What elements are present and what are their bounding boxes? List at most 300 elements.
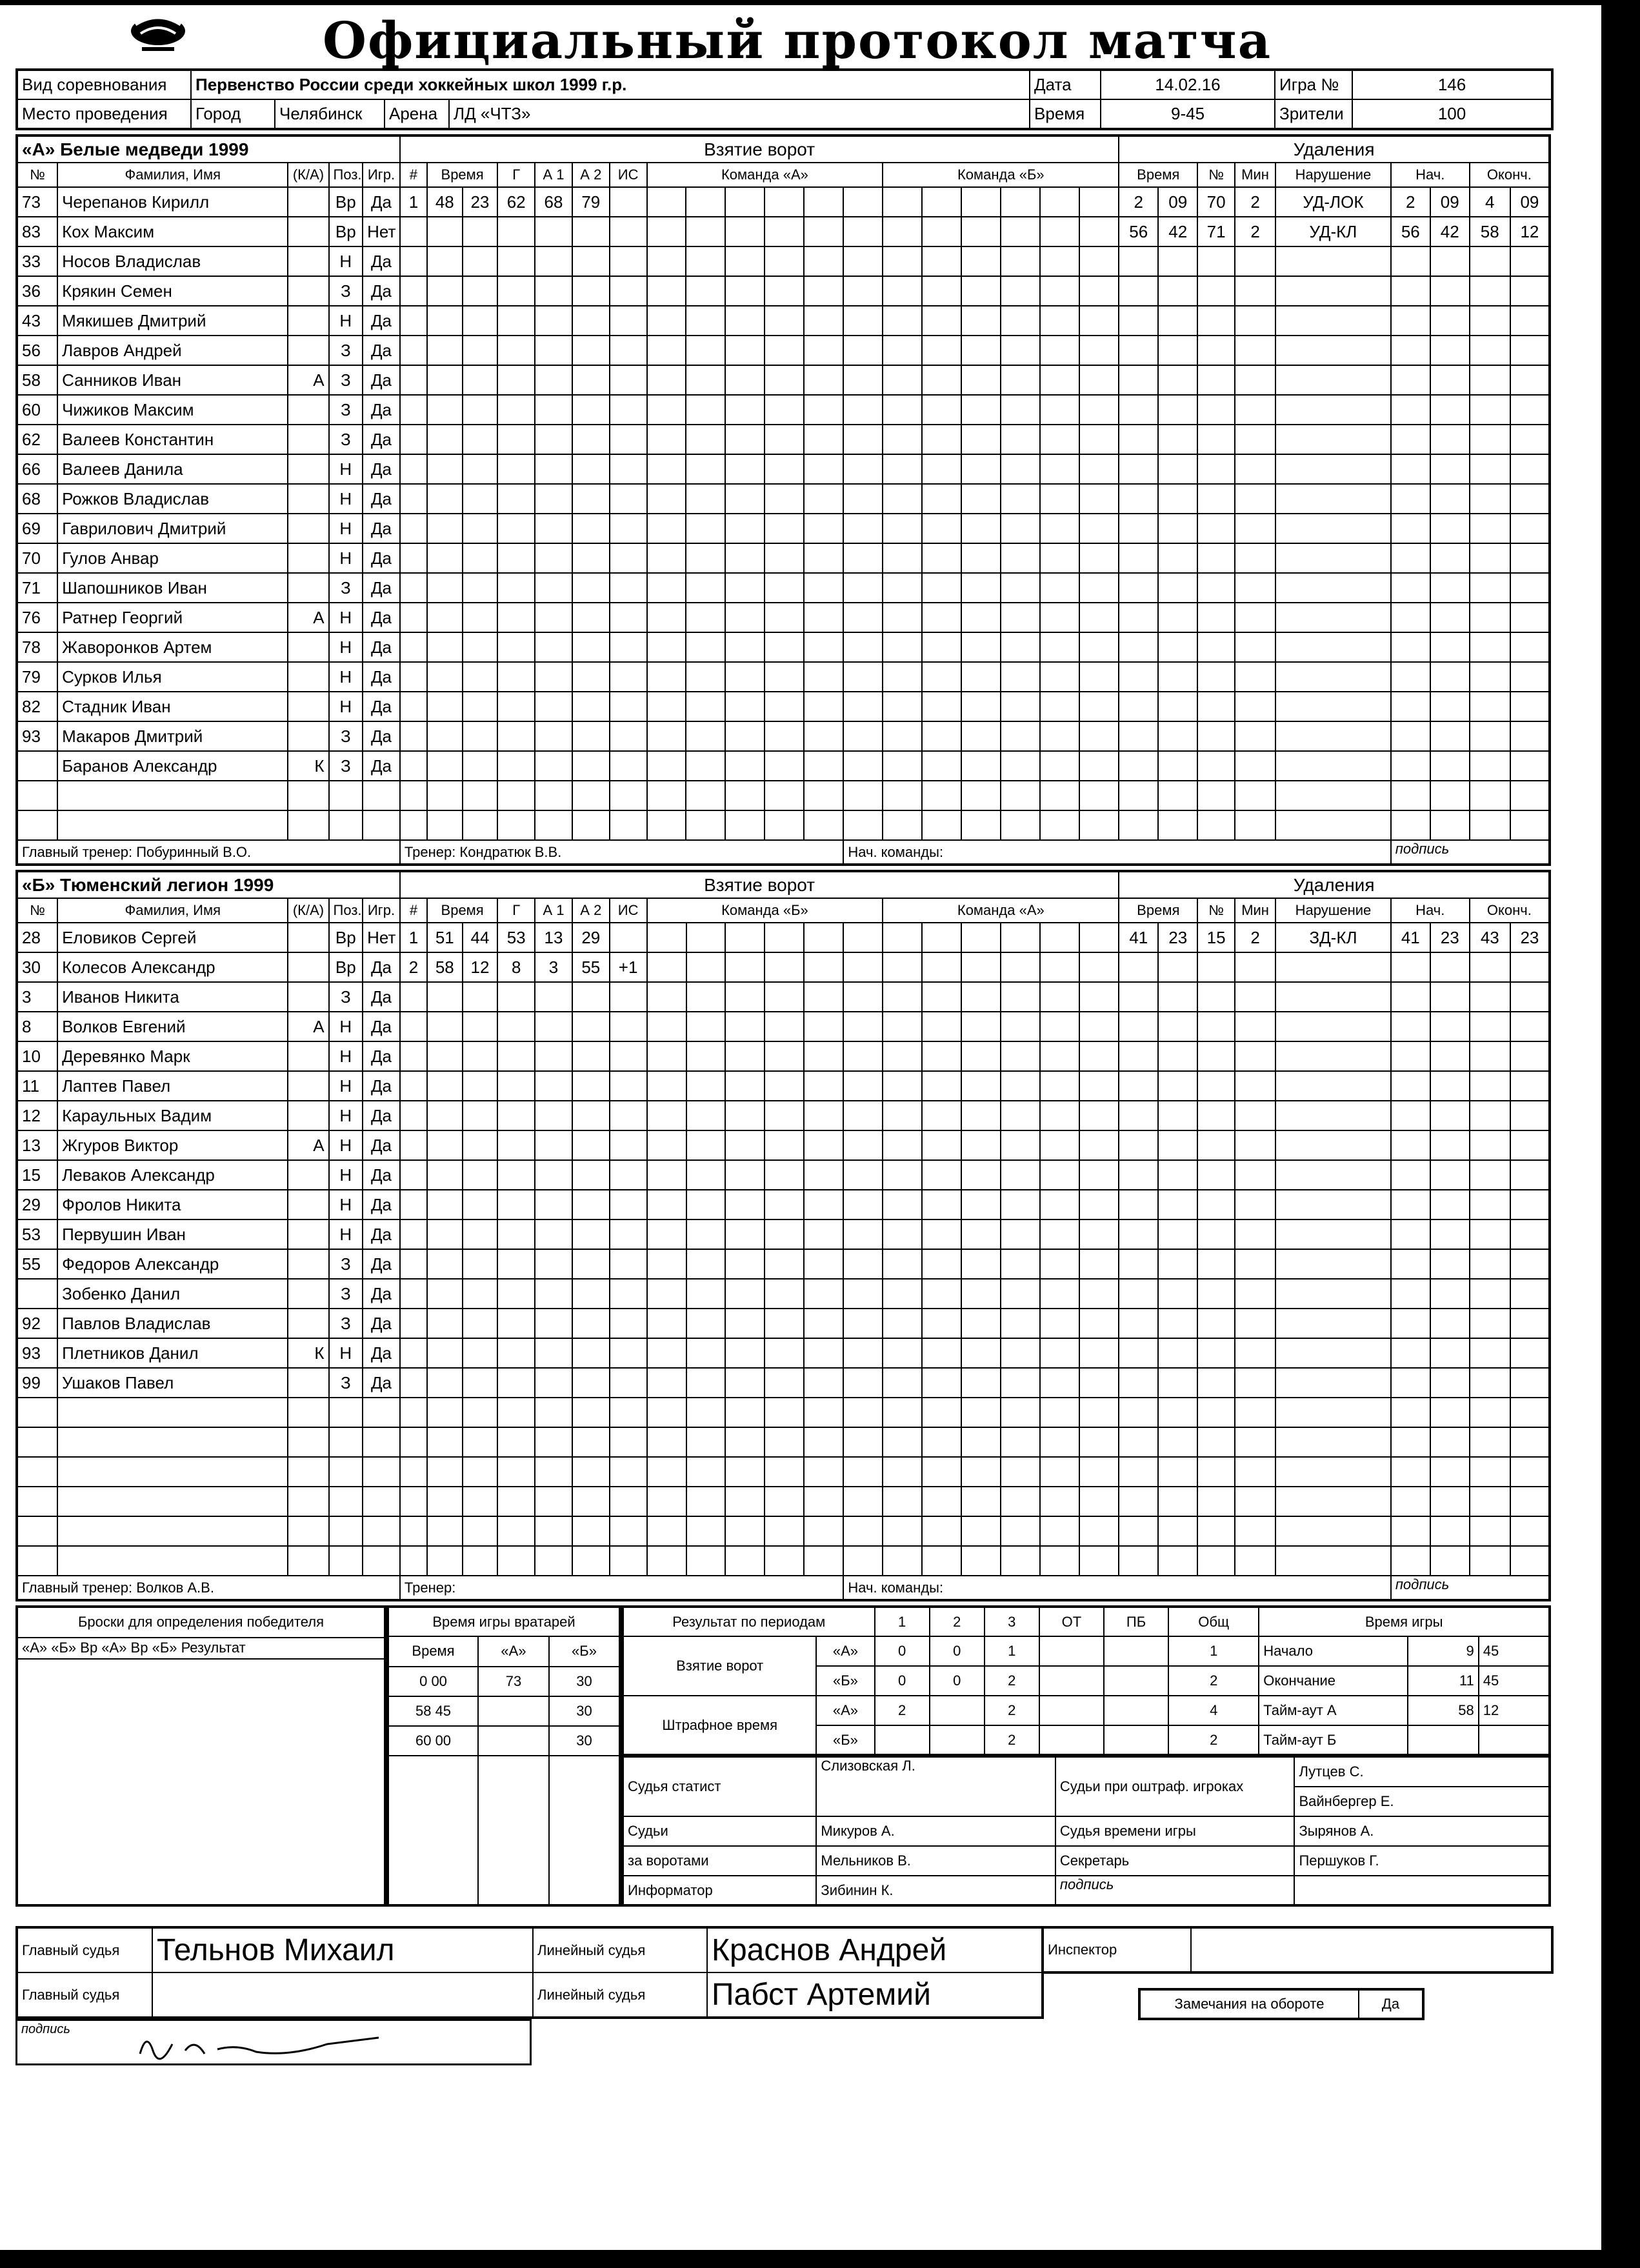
player-row xyxy=(17,365,1550,395)
penalty-s2 xyxy=(1430,751,1470,781)
penalty-min xyxy=(1235,1516,1275,1546)
goal-grid-cell xyxy=(843,1516,883,1546)
penalty-num xyxy=(1197,982,1235,1012)
penalty-e2 xyxy=(1510,781,1550,810)
goal-is: +1 xyxy=(610,952,647,982)
goal-grid-cell xyxy=(686,751,725,781)
goal-grid-cell xyxy=(647,1190,686,1219)
penalty-num xyxy=(1197,1546,1235,1576)
goal-a2 xyxy=(572,217,610,246)
player-num: 15 xyxy=(17,1160,57,1190)
player-ka xyxy=(288,1546,328,1576)
goal-grid-cell xyxy=(647,1487,686,1516)
goal-a2: 79 xyxy=(572,187,610,217)
player-pos: Н xyxy=(329,1190,363,1219)
player-pos: З xyxy=(329,573,363,603)
goal-n xyxy=(400,751,427,781)
goal-grid-cell xyxy=(843,781,883,810)
goal-grid-cell xyxy=(922,1309,961,1338)
goal-is xyxy=(610,1101,647,1130)
penalty-sec-t xyxy=(1158,336,1197,365)
goal-min xyxy=(427,1546,463,1576)
player-pos: Н xyxy=(329,246,363,276)
goal-a2 xyxy=(572,810,610,840)
goal-grid-cell xyxy=(883,982,922,1012)
goal-is xyxy=(610,1249,647,1279)
player-played: Да xyxy=(363,336,400,365)
goal-grid-cell xyxy=(843,751,883,781)
penalty-e2 xyxy=(1510,603,1550,632)
player-row xyxy=(17,1219,1550,1249)
goal-grid-cell xyxy=(725,952,765,982)
goal-grid-cell xyxy=(804,603,843,632)
goal-grid-cell xyxy=(725,1487,765,1516)
goal-grid-cell xyxy=(686,1012,726,1041)
player-num: 78 xyxy=(17,632,57,662)
goal-grid-cell xyxy=(804,217,843,246)
goal-grid-cell xyxy=(961,1516,1001,1546)
goal-grid-cell xyxy=(647,1041,686,1071)
goal-g xyxy=(497,1071,535,1101)
game-no-label: Игра № xyxy=(1275,70,1352,99)
penalty-min xyxy=(1235,1041,1275,1071)
goalie-time-title: Время игры вратарей xyxy=(388,1607,620,1636)
penalty-e2 xyxy=(1510,810,1550,840)
player-played: Да xyxy=(363,395,400,425)
player-ka xyxy=(288,1487,328,1516)
penalty-violation xyxy=(1275,781,1391,810)
goal-a2 xyxy=(572,1457,610,1487)
player-row xyxy=(17,306,1550,336)
goal-grid-cell xyxy=(883,662,922,692)
goal-grid-cell xyxy=(961,425,1001,454)
player-ka: А xyxy=(288,1130,328,1160)
goal-grid-cell xyxy=(1001,662,1040,692)
goal-grid-cell xyxy=(961,187,1001,217)
goal-grid-cell xyxy=(843,982,883,1012)
goal-grid-cell xyxy=(1040,217,1079,246)
goal-is xyxy=(610,1279,647,1309)
goals-a-time-label: Начало xyxy=(1259,1636,1407,1666)
penalty-violation xyxy=(1275,543,1391,573)
goal-grid-cell xyxy=(922,1101,961,1130)
goal-grid-cell xyxy=(883,306,922,336)
goal-a1 xyxy=(535,1160,572,1190)
goal-a1 xyxy=(535,1101,572,1130)
player-pos xyxy=(329,1516,363,1546)
goal-grid-cell xyxy=(804,1398,843,1427)
player-num: 36 xyxy=(17,276,57,306)
goal-grid-cell xyxy=(961,1427,1001,1457)
player-pos: Н xyxy=(329,454,363,484)
goal-grid-cell xyxy=(1001,923,1040,952)
player-name: Ушаков Павел xyxy=(57,1368,288,1398)
goal-grid-cell xyxy=(843,514,883,543)
penalty-num xyxy=(1197,1190,1235,1219)
arena-value: ЛД «ЧТЗ» xyxy=(449,99,1030,129)
player-name: Кох Максим xyxy=(57,217,288,246)
penalty-s2 xyxy=(1430,1457,1470,1487)
player-num xyxy=(17,751,57,781)
goal-a1 xyxy=(535,781,572,810)
penalty-sec-t xyxy=(1158,246,1197,276)
goal-grid-cell xyxy=(961,692,1001,721)
goal-grid-cell xyxy=(883,632,922,662)
goal-grid-cell xyxy=(804,982,843,1012)
player-pos xyxy=(329,1427,363,1457)
goal-grid-cell xyxy=(1079,187,1119,217)
goal-sec xyxy=(463,336,498,365)
team_b-penalties-title: Удаления xyxy=(1119,871,1550,898)
goal-grid-cell xyxy=(647,217,686,246)
col-team-1: Команда «Б» xyxy=(647,898,883,923)
penalty-sec-t xyxy=(1158,952,1197,982)
penalty-violation xyxy=(1275,692,1391,721)
penalty-sec-t xyxy=(1158,1338,1197,1368)
penalty-s1 xyxy=(1391,1516,1430,1546)
goal-a2 xyxy=(572,1101,610,1130)
penalty-violation xyxy=(1275,1516,1391,1546)
shootout-title: Броски для определения победителя xyxy=(17,1607,385,1638)
goal-grid-cell xyxy=(961,923,1001,952)
goal-sec xyxy=(463,1457,498,1487)
penalty-sec-t xyxy=(1158,514,1197,543)
goal-a2: 29 xyxy=(572,923,610,952)
goal-grid-cell xyxy=(961,1012,1001,1041)
player-played xyxy=(363,1546,400,1576)
player-name: Плетников Данил xyxy=(57,1338,288,1368)
penalty-min xyxy=(1235,1219,1275,1249)
goal-g: 53 xyxy=(497,923,535,952)
goal-grid-cell xyxy=(647,632,686,662)
penalty-num xyxy=(1197,1041,1235,1071)
goal-n xyxy=(400,1071,427,1101)
player-row xyxy=(17,1101,1550,1130)
player-num: 53 xyxy=(17,1219,57,1249)
goal-grid-cell xyxy=(765,246,804,276)
goal-g xyxy=(497,1130,535,1160)
penalty-s1 xyxy=(1391,395,1430,425)
penalty-sec-t xyxy=(1158,276,1197,306)
goal-grid-cell xyxy=(1040,276,1079,306)
goal-grid-cell xyxy=(961,781,1001,810)
player-row xyxy=(17,425,1550,454)
penalty-e1 xyxy=(1470,1309,1510,1338)
penalty-min-t xyxy=(1119,1338,1158,1368)
goal-grid-cell xyxy=(1001,1101,1040,1130)
goal-min xyxy=(427,484,463,514)
player-pos: З xyxy=(329,276,363,306)
goal-g xyxy=(497,1309,535,1338)
penalty-violation: УД-КЛ xyxy=(1275,217,1391,246)
penalty-num xyxy=(1197,1427,1235,1457)
player-played: Да xyxy=(363,543,400,573)
inspector-value xyxy=(1191,1927,1552,1972)
goal-grid-cell xyxy=(843,187,883,217)
penalty-sec-t xyxy=(1158,1398,1197,1427)
goal-grid-cell xyxy=(922,454,961,484)
goal-grid-cell xyxy=(1040,1130,1079,1160)
time-label: Время xyxy=(1030,99,1101,129)
penalty-min-t xyxy=(1119,365,1158,395)
penalty-sec-t xyxy=(1158,1249,1197,1279)
penalty-sec-t: 09 xyxy=(1158,187,1197,217)
goal-sec xyxy=(463,1101,498,1130)
goals-b-time-m: 45 xyxy=(1479,1666,1550,1696)
goal-grid-cell xyxy=(647,1249,686,1279)
goal-grid-cell xyxy=(725,1368,765,1398)
goal-is xyxy=(610,1457,647,1487)
goal-sec xyxy=(463,1012,498,1041)
penalty-s1 xyxy=(1391,514,1430,543)
col-end: Оконч. xyxy=(1470,898,1550,923)
penalty-s1 xyxy=(1391,543,1430,573)
main-referee-1: Тельнов Михаил xyxy=(152,1927,533,1972)
goal-grid-cell xyxy=(686,781,725,810)
goal-sec xyxy=(463,1190,498,1219)
remarks-table xyxy=(1138,1988,1425,2020)
penalty-sec-t xyxy=(1158,1457,1197,1487)
goal-min xyxy=(427,810,463,840)
player-played: Да xyxy=(363,276,400,306)
goal-grid-cell xyxy=(961,721,1001,751)
goal-grid-cell xyxy=(922,721,961,751)
goal-grid-cell xyxy=(647,1130,686,1160)
goal-grid-cell xyxy=(883,1427,922,1457)
goal-grid-cell xyxy=(961,217,1001,246)
penalty-s2 xyxy=(1430,276,1470,306)
penalty-e2 xyxy=(1510,1279,1550,1309)
penalty-s1 xyxy=(1391,365,1430,395)
goal-grid-cell xyxy=(765,454,804,484)
goal-grid-cell xyxy=(1040,1041,1079,1071)
penalty-e1 xyxy=(1470,543,1510,573)
goal-grid-cell xyxy=(647,1279,686,1309)
penalty-num xyxy=(1197,662,1235,692)
penalty-s2 xyxy=(1430,1249,1470,1279)
goal-a2 xyxy=(572,484,610,514)
goals-a-time-h: 9 xyxy=(1408,1636,1479,1666)
goal-grid-cell xyxy=(883,514,922,543)
goal-a1 xyxy=(535,246,572,276)
goal-grid-cell xyxy=(1079,662,1119,692)
goal-min xyxy=(427,1368,463,1398)
goal-grid-cell xyxy=(1079,1041,1119,1071)
penalty-min-t xyxy=(1119,1427,1158,1457)
col-pen-num: № xyxy=(1197,898,1235,923)
player-num: 33 xyxy=(17,246,57,276)
player-pos: Н xyxy=(329,306,363,336)
penalty-min-t xyxy=(1119,306,1158,336)
goal-grid-cell xyxy=(843,1457,883,1487)
col-violation: Нарушение xyxy=(1275,163,1391,187)
penalty-e2 xyxy=(1510,1427,1550,1457)
pim-a-val-3 xyxy=(1039,1696,1104,1725)
goal-grid-cell xyxy=(961,1219,1001,1249)
competition-label: Вид соревнования xyxy=(17,70,191,99)
goal-a2 xyxy=(572,365,610,395)
goal-grid-cell xyxy=(1040,1279,1079,1309)
goal-n xyxy=(400,1012,427,1041)
player-ka xyxy=(288,1457,328,1487)
goal-grid-cell xyxy=(804,1427,843,1457)
player-pos: Н xyxy=(329,1160,363,1190)
goal-grid-cell xyxy=(725,1012,765,1041)
penalty-e2 xyxy=(1510,246,1550,276)
goal-grid-cell xyxy=(961,1457,1001,1487)
penalty-min-t xyxy=(1119,1219,1158,1249)
player-name: Чижиков Максим xyxy=(57,395,288,425)
penalty-e1 xyxy=(1470,1160,1510,1190)
penalty-s2 xyxy=(1430,692,1470,721)
penalty-violation xyxy=(1275,365,1391,395)
goal-grid-cell xyxy=(883,365,922,395)
penalty-s1 xyxy=(1391,952,1430,982)
col-pen-time: Время xyxy=(1119,163,1197,187)
penalty-min-t xyxy=(1119,1101,1158,1130)
player-row xyxy=(17,1130,1550,1160)
goal-grid-cell xyxy=(725,1101,765,1130)
player-num: 60 xyxy=(17,395,57,425)
player-played xyxy=(363,1487,400,1516)
penalty-sec-t xyxy=(1158,395,1197,425)
goal-grid-cell xyxy=(804,336,843,365)
goal-grid-cell xyxy=(804,1130,843,1160)
goal-g xyxy=(497,1546,535,1576)
goal-min: 58 xyxy=(427,952,463,982)
goal-grid-cell xyxy=(1040,365,1079,395)
penalty-e2 xyxy=(1510,365,1550,395)
penalty-min: 2 xyxy=(1235,923,1275,952)
penalty-e1 xyxy=(1470,484,1510,514)
goal-grid-cell xyxy=(843,1160,883,1190)
goal-grid-cell xyxy=(961,365,1001,395)
player-played: Да xyxy=(363,425,400,454)
pim-b-val-5: 2 xyxy=(1168,1725,1259,1755)
player-pos: Н xyxy=(329,543,363,573)
goal-a1 xyxy=(535,632,572,662)
goal-grid-cell xyxy=(725,1071,765,1101)
penalty-sec-t xyxy=(1158,1279,1197,1309)
penalty-sec-t xyxy=(1158,810,1197,840)
penalty-num xyxy=(1197,514,1235,543)
goal-g xyxy=(497,306,535,336)
goal-grid-cell xyxy=(843,484,883,514)
goal-grid-cell xyxy=(922,1219,961,1249)
goal-min xyxy=(427,306,463,336)
goal-grid-cell xyxy=(922,781,961,810)
penalty-s1 xyxy=(1391,1160,1430,1190)
main-referee-label-1: Главный судья xyxy=(17,1927,152,1972)
penalty-violation xyxy=(1275,721,1391,751)
goal-a2 xyxy=(572,1368,610,1398)
player-played: Да xyxy=(363,982,400,1012)
penalty-s1: 56 xyxy=(1391,217,1430,246)
penalty-min-t xyxy=(1119,425,1158,454)
penalty-num xyxy=(1197,632,1235,662)
penalty-min xyxy=(1235,1487,1275,1516)
goal-grid-cell xyxy=(686,923,726,952)
goal-grid-cell xyxy=(1079,1101,1119,1130)
goal-is xyxy=(610,187,647,217)
goal-sec xyxy=(463,1041,498,1071)
goal-grid-cell xyxy=(883,810,922,840)
referee-signature-box xyxy=(15,2019,532,2065)
goal-grid-cell xyxy=(647,603,686,632)
player-pos: З xyxy=(329,1249,363,1279)
goal-grid-cell xyxy=(843,603,883,632)
goal-is xyxy=(610,1546,647,1576)
penalty-e2 xyxy=(1510,1398,1550,1427)
goal-a2 xyxy=(572,751,610,781)
goal-grid-cell xyxy=(686,395,725,425)
goal-grid-cell xyxy=(922,1279,961,1309)
player-ka xyxy=(288,1219,328,1249)
penalty-e2 xyxy=(1510,1012,1550,1041)
goal-grid-cell xyxy=(1001,751,1040,781)
goal-is xyxy=(610,217,647,246)
goal-sec xyxy=(463,454,498,484)
game-no-value: 146 xyxy=(1352,70,1552,99)
goalie-row xyxy=(388,1696,620,1726)
player-pos: Н xyxy=(329,514,363,543)
goal-a1 xyxy=(535,1309,572,1338)
goal-grid-cell xyxy=(647,514,686,543)
goal-grid-cell xyxy=(804,1101,843,1130)
goal-grid-cell xyxy=(1079,1190,1119,1219)
penalty-e2: 23 xyxy=(1510,923,1550,952)
goalie-a: 73 xyxy=(478,1667,549,1696)
penalty-num xyxy=(1197,692,1235,721)
penalty-e2: 09 xyxy=(1510,187,1550,217)
goal-grid-cell xyxy=(1001,217,1040,246)
penalty-min xyxy=(1235,1130,1275,1160)
penalty-violation xyxy=(1275,1368,1391,1398)
goal-grid-cell xyxy=(1001,603,1040,632)
goal-grid-cell xyxy=(1079,1398,1119,1427)
arena-label: Арена xyxy=(385,99,449,129)
penalty-num xyxy=(1197,1309,1235,1338)
penalty-num xyxy=(1197,721,1235,751)
penalty-violation xyxy=(1275,395,1391,425)
goal-grid-cell xyxy=(804,1041,843,1071)
goal-grid-cell xyxy=(804,1279,843,1309)
goal-a1 xyxy=(535,662,572,692)
goal-grid-cell xyxy=(961,1279,1001,1309)
goal-g xyxy=(497,1338,535,1368)
penalty-s1 xyxy=(1391,1219,1430,1249)
goal-n: 2 xyxy=(400,952,427,982)
penalty-sec-t xyxy=(1158,1041,1197,1071)
goal-min xyxy=(427,1101,463,1130)
goalie-time xyxy=(388,1726,478,1756)
goal-grid-cell xyxy=(922,1368,961,1398)
goal-a1 xyxy=(535,336,572,365)
goal-sec xyxy=(463,1130,498,1160)
goal-a1 xyxy=(535,1279,572,1309)
player-name: Ратнер Георгий xyxy=(57,603,288,632)
penalty-sec-t xyxy=(1158,1160,1197,1190)
penalty-e2 xyxy=(1510,952,1550,982)
penalty-num: 71 xyxy=(1197,217,1235,246)
goal-sec xyxy=(463,395,498,425)
goal-grid-cell xyxy=(647,1012,686,1041)
player-pos: Вр xyxy=(329,187,363,217)
goal-is xyxy=(610,425,647,454)
goal-grid-cell xyxy=(725,1190,765,1219)
goal-grid-cell xyxy=(922,603,961,632)
penalty-violation xyxy=(1275,751,1391,781)
